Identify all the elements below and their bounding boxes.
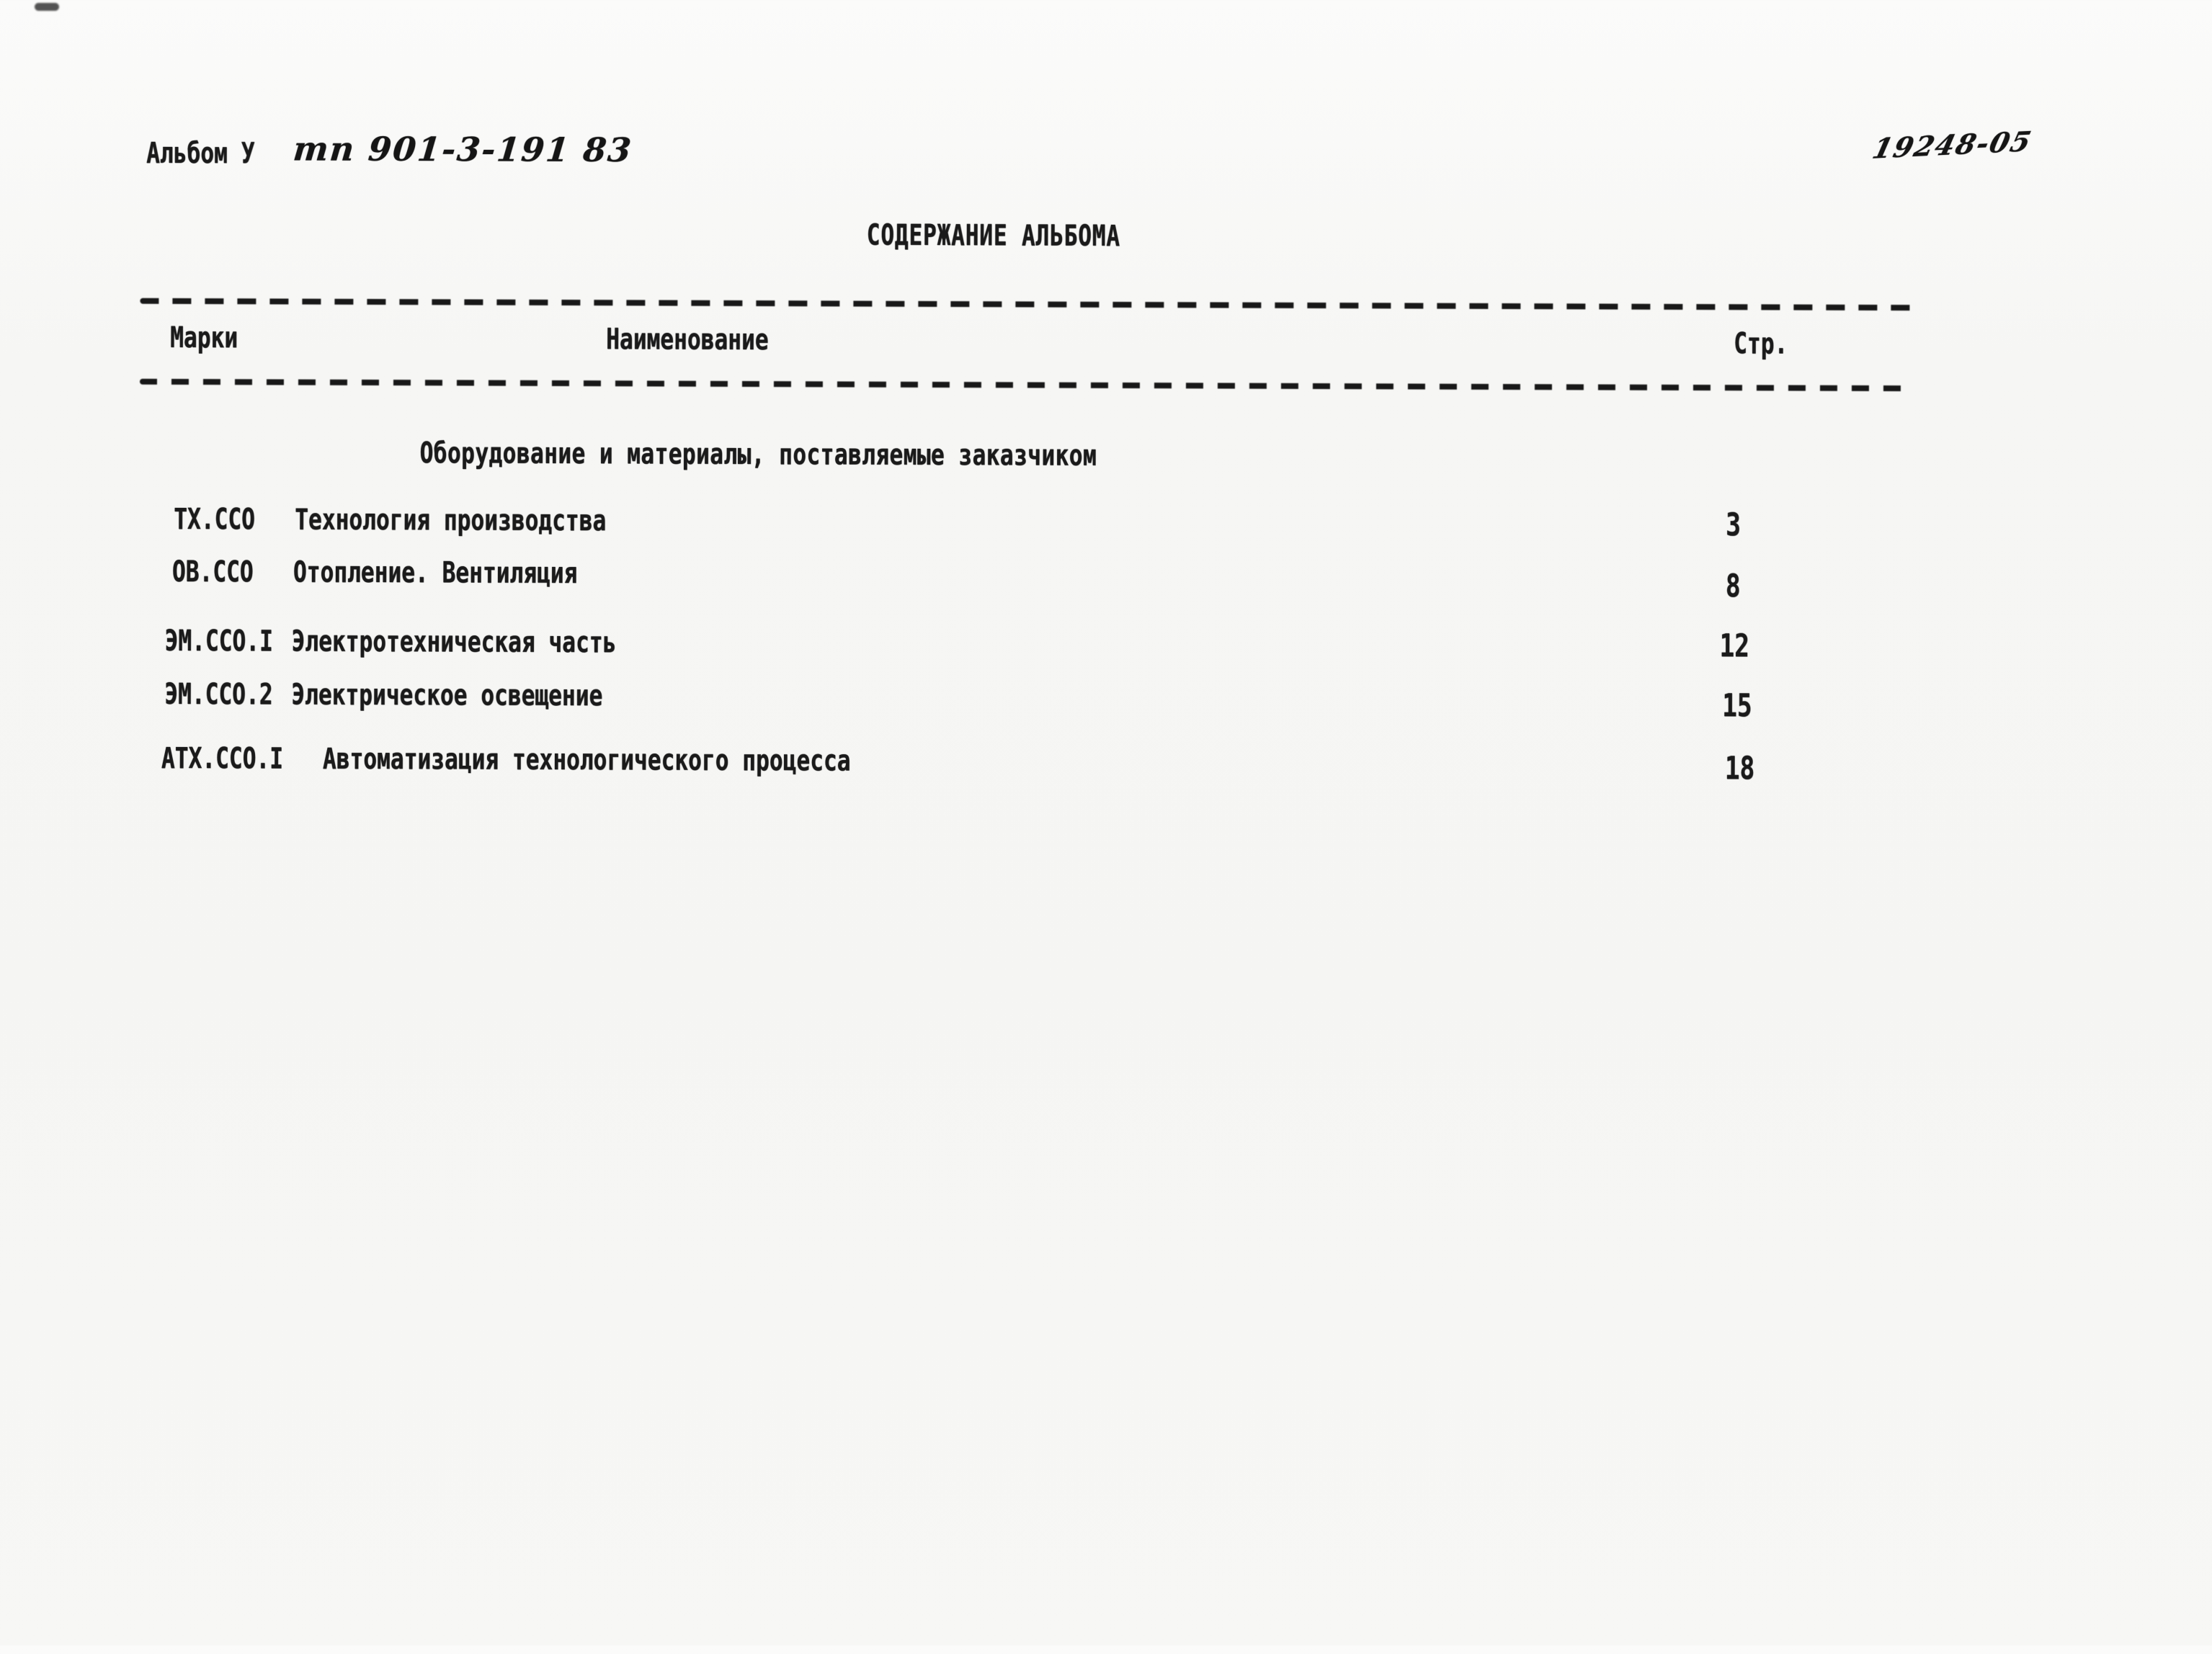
row-mark: ЭМ.ССО.I: [164, 624, 273, 658]
row-name: Электрическое освещение: [291, 678, 603, 713]
row-name: Электротехническая часть: [291, 625, 617, 660]
album-label: Альбом У: [146, 136, 255, 171]
column-header-marks: Марки: [170, 321, 238, 355]
project-code-handwritten: тп 901-3-191 83: [291, 129, 635, 170]
row-name: Технология производства: [295, 503, 607, 538]
table-rule-top: [140, 298, 1914, 310]
row-page-number: 8: [1725, 568, 1741, 605]
column-header-page: Стр.: [1734, 327, 1788, 361]
row-name: Автоматизация технологического процесса: [322, 742, 851, 778]
row-page-number: 12: [1719, 627, 1750, 665]
row-mark: ЭМ.ССО.2: [164, 677, 273, 712]
page-title: СОДЕРЖАНИЕ АЛЬБОМА: [866, 218, 1120, 253]
toc-row: [0, 743, 2209, 792]
row-page-number: 3: [1726, 506, 1741, 544]
row-mark: ТХ.ССО: [174, 502, 256, 537]
table-rule-bottom: [140, 379, 1909, 391]
row-mark: ОВ.ССО: [171, 555, 254, 589]
toc-row: [0, 679, 2209, 728]
section-heading: Оборудование и материалы, поставляемые заказчиком: [419, 437, 1097, 473]
document-number-handwritten: 19248-05: [1869, 125, 2036, 165]
column-header-name: Наименование: [606, 323, 769, 357]
toc-row: [0, 557, 2210, 606]
row-page-number: 15: [1722, 687, 1752, 725]
toc-row: [0, 626, 2210, 675]
row-name: Отопление. Вентиляция: [293, 555, 578, 591]
row-page-number: 18: [1724, 750, 1755, 787]
toc-row: [0, 504, 2210, 553]
row-mark: АТХ.ССО.I: [161, 741, 284, 776]
